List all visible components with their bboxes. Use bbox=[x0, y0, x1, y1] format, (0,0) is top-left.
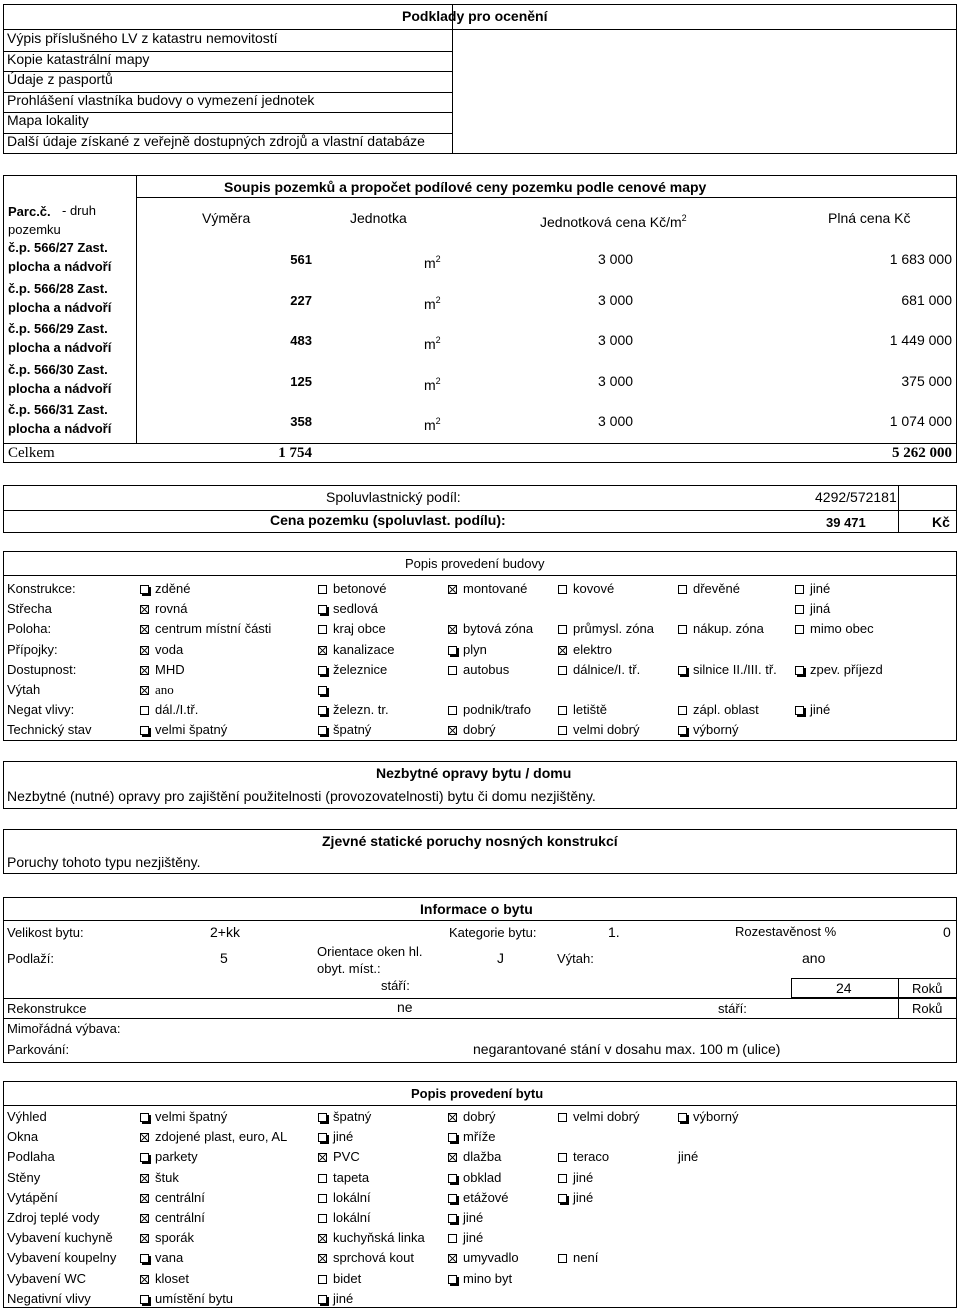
checkbox-label: velmi dobrý bbox=[573, 722, 640, 738]
checkbox-label: kloset bbox=[155, 1270, 189, 1286]
cell bbox=[553, 660, 671, 679]
podklady-item: Prohlášení vlastníka budovy o vymezení jednotek bbox=[7, 91, 315, 108]
podklady-item: Další údaje získané z veřejně dostupných zdrojů a vlastní databáze bbox=[7, 133, 425, 149]
parcel-type: plocha a nádvoří bbox=[8, 259, 112, 274]
row-label: Stěny bbox=[7, 1169, 41, 1185]
unit-value: $m^2$ bbox=[424, 254, 441, 271]
cell bbox=[553, 1269, 671, 1288]
cell bbox=[790, 1289, 957, 1308]
cell bbox=[673, 1289, 791, 1308]
checkbox-label: špatný bbox=[333, 1109, 372, 1124]
cell bbox=[553, 720, 671, 739]
col-parc-2: - druh bbox=[62, 203, 96, 218]
col-parc-3: pozemku bbox=[8, 222, 61, 237]
checkbox-label: jiné bbox=[463, 1210, 484, 1225]
checkbox-label: umístění bytu bbox=[155, 1290, 234, 1306]
parcel-type: plocha a nádvoří bbox=[8, 380, 112, 396]
cell bbox=[315, 1147, 433, 1166]
row-label: Technický stav bbox=[7, 722, 92, 738]
stari-label: stáří: bbox=[381, 978, 410, 993]
cell bbox=[443, 1168, 561, 1187]
kategorie-value: 1. bbox=[608, 924, 620, 940]
cell bbox=[790, 640, 957, 659]
cell bbox=[443, 1228, 561, 1247]
checkbox-label: železn. tr. bbox=[333, 702, 389, 718]
cell bbox=[790, 1248, 957, 1267]
cell bbox=[673, 1107, 791, 1126]
row-label: Vybavení kuchyně bbox=[7, 1230, 113, 1246]
vytah-value: ano bbox=[802, 950, 826, 966]
cell bbox=[443, 1248, 561, 1267]
cell bbox=[315, 680, 433, 699]
checkbox-label: umyvadlo bbox=[463, 1250, 519, 1266]
cell bbox=[673, 640, 791, 659]
full-price: 1 449 000 bbox=[889, 332, 952, 348]
podklady-box bbox=[3, 4, 957, 154]
cell bbox=[136, 579, 254, 598]
unit-value: $m^2$ bbox=[424, 294, 441, 312]
row-label: Přípojky: bbox=[7, 641, 58, 657]
vymera-value: 227 bbox=[290, 292, 312, 308]
cell bbox=[673, 1127, 791, 1146]
checkbox-label: sporák bbox=[155, 1230, 195, 1246]
checkbox-label: teraco bbox=[573, 1149, 610, 1165]
checkbox-label: zpev. příjezd bbox=[810, 661, 883, 677]
cell bbox=[443, 640, 561, 659]
checkbox-label: nákup. zóna bbox=[693, 621, 764, 637]
podklady-item: Mapa lokality bbox=[7, 112, 89, 129]
checkbox-label: velmi špatný bbox=[155, 1109, 228, 1124]
cell bbox=[136, 1228, 254, 1247]
cell bbox=[790, 619, 957, 638]
checkbox-label: kovové bbox=[573, 581, 615, 596]
cell bbox=[443, 1289, 561, 1308]
unit-value: $m^2$ bbox=[424, 335, 441, 352]
cell bbox=[443, 680, 561, 699]
cell bbox=[553, 579, 671, 598]
checkbox-label: jiné bbox=[333, 1290, 354, 1306]
parcel-number: č.p. 566/30 Zast. bbox=[8, 361, 108, 377]
checkbox-label: etážové bbox=[463, 1189, 509, 1205]
checkbox-label: sedlová bbox=[333, 601, 378, 617]
row-label: Zdroj teplé vody bbox=[7, 1210, 100, 1225]
checkbox-label: dál./I.tř. bbox=[155, 702, 199, 718]
checkbox-label: centrální bbox=[155, 1210, 205, 1225]
checkbox-label: parkety bbox=[155, 1149, 198, 1165]
cell bbox=[790, 599, 957, 618]
cell bbox=[553, 619, 671, 638]
checkbox-label: sprchová kout bbox=[333, 1250, 414, 1266]
cell bbox=[553, 1228, 671, 1247]
checkbox-label: silnice II./III. tř. bbox=[693, 661, 777, 677]
cell bbox=[553, 1127, 671, 1146]
checkbox-label: jiné bbox=[810, 581, 831, 596]
rozestavenost-value: 0 bbox=[943, 924, 951, 940]
row-label: Negat vlivy: bbox=[7, 702, 75, 718]
full-price: 1 683 000 bbox=[889, 251, 952, 267]
cell bbox=[315, 1248, 433, 1267]
checkbox-label: průmysl. zóna bbox=[573, 621, 654, 637]
checkbox-label: kuchyňská linka bbox=[333, 1230, 425, 1246]
row-label: Výhled bbox=[7, 1109, 47, 1124]
checkbox-label: voda bbox=[155, 641, 184, 657]
vymera-value: 125 bbox=[290, 373, 312, 389]
cell bbox=[315, 640, 433, 659]
cell bbox=[790, 1208, 957, 1227]
checkbox-label: mimo obec bbox=[810, 621, 874, 637]
checkbox-label: letiště bbox=[573, 702, 607, 718]
unit-value: $m^2$ bbox=[424, 375, 441, 393]
vymera-value: 561 bbox=[290, 252, 312, 267]
orientace-label-1: Orientace oken hl. bbox=[317, 944, 423, 959]
cell bbox=[443, 1147, 561, 1166]
vymera-value: 483 bbox=[290, 333, 312, 348]
checkbox-label: jiné bbox=[573, 1169, 594, 1185]
row-label: Poloha: bbox=[7, 621, 52, 637]
parcel-type: plocha a nádvoří bbox=[8, 421, 112, 436]
cena-pozemku-value: 39 471 bbox=[826, 515, 866, 530]
cell bbox=[553, 1188, 671, 1207]
checkbox-label: elektro bbox=[573, 641, 613, 657]
parcel-number: č.p. 566/27 Zast. bbox=[8, 240, 108, 255]
unit-value: $m^2$ bbox=[424, 416, 441, 433]
cell bbox=[443, 660, 561, 679]
cell bbox=[790, 1168, 957, 1187]
cell bbox=[136, 720, 254, 739]
unit-price: 3 000 bbox=[598, 372, 634, 389]
cell bbox=[136, 1248, 254, 1267]
row-label: Podlaha bbox=[7, 1149, 55, 1165]
checkbox-label: velmi dobrý bbox=[573, 1109, 640, 1124]
checkbox-label: dobrý bbox=[463, 1109, 496, 1124]
checkbox-label: centrální bbox=[155, 1189, 205, 1205]
cell bbox=[315, 1208, 433, 1227]
cell bbox=[553, 1289, 671, 1308]
row-label: Dostupnost: bbox=[7, 661, 77, 677]
cell bbox=[136, 1289, 254, 1308]
row-label: Vytápění bbox=[7, 1189, 58, 1205]
checkbox-label: lokální bbox=[333, 1189, 371, 1205]
row-label: Konstrukce: bbox=[7, 581, 76, 596]
byt-title: Popis provedení bytu bbox=[411, 1086, 544, 1101]
cell bbox=[673, 1188, 791, 1207]
cell bbox=[136, 1168, 254, 1187]
rekonstrukce-label: Rekonstrukce bbox=[7, 1001, 87, 1016]
checkbox-label: dobrý bbox=[463, 722, 496, 738]
kategorie-label: Kategorie bytu: bbox=[449, 925, 537, 940]
parcel-number: č.p. 566/29 Zast. bbox=[8, 321, 108, 336]
cell bbox=[673, 619, 791, 638]
cena-pozemku-label: Cena pozemku (spoluvlast. podílu): bbox=[270, 512, 506, 528]
cell bbox=[136, 700, 254, 719]
checkbox-label: železnice bbox=[333, 661, 388, 677]
checkbox-label: plyn bbox=[463, 641, 487, 657]
cell bbox=[136, 1107, 254, 1126]
checkbox-label: autobus bbox=[463, 661, 510, 677]
checkbox-label: ano bbox=[155, 682, 174, 697]
currency: Kč bbox=[932, 514, 950, 530]
orientace-value: J bbox=[497, 950, 504, 966]
cell bbox=[553, 599, 671, 618]
cell bbox=[673, 1208, 791, 1227]
cell bbox=[790, 579, 957, 598]
cell bbox=[443, 599, 561, 618]
checkbox-label: jiné bbox=[810, 702, 831, 718]
opravy-text: Nezbytné (nutné) opravy pro zajištění použitelnosti (provozovatelnosti) bytu či domu nezjištěny. bbox=[7, 788, 596, 804]
rozestavenost-label: Rozestavěnost % bbox=[735, 924, 837, 939]
cell bbox=[443, 1107, 561, 1126]
checkbox-label: PVC bbox=[333, 1149, 360, 1165]
cell bbox=[315, 720, 433, 739]
orientace-label-2: obyt. míst.: bbox=[317, 961, 381, 976]
unit-price: 3 000 bbox=[598, 332, 634, 348]
col-vymera: Výměra bbox=[202, 210, 251, 226]
cell bbox=[136, 619, 254, 638]
cell bbox=[790, 1269, 957, 1288]
cell bbox=[553, 1208, 671, 1227]
checkbox-label: špatný bbox=[333, 722, 372, 738]
checkbox-label: bidet bbox=[333, 1270, 362, 1286]
parkovani-value: negarantované stání v dosahu max. 100 m (ulice) bbox=[473, 1041, 781, 1057]
cell bbox=[315, 660, 433, 679]
checkbox-label: dálnice/I. tř. bbox=[573, 661, 641, 677]
cell bbox=[790, 1188, 957, 1207]
row-label: Vybavení koupelny bbox=[7, 1250, 117, 1266]
cell bbox=[443, 700, 561, 719]
parkovani-label: Parkování: bbox=[7, 1042, 70, 1057]
roku-label: Roků bbox=[912, 981, 943, 996]
checkbox-label: jiné bbox=[463, 1230, 484, 1246]
row-label: Výtah bbox=[7, 682, 41, 697]
cell bbox=[790, 1228, 957, 1247]
checkbox-label: centrum místní části bbox=[155, 621, 272, 637]
checkbox-label: zděné bbox=[155, 581, 191, 596]
cell bbox=[553, 1107, 671, 1126]
checkbox-label: výborný bbox=[693, 722, 739, 738]
checkbox-label: zdojené plast, euro, AL bbox=[155, 1129, 288, 1145]
cell bbox=[790, 680, 957, 699]
checkbox-label: štuk bbox=[155, 1169, 179, 1185]
poruchy-text: Poruchy tohoto typu nezjištěny. bbox=[7, 854, 201, 870]
celkem-cena: 5 262 000 bbox=[892, 445, 952, 461]
cell bbox=[553, 1147, 671, 1166]
checkbox-label: podnik/trafo bbox=[463, 702, 531, 718]
checkbox-label: betonové bbox=[333, 581, 387, 596]
budova-title: Popis provedení budovy bbox=[405, 556, 545, 571]
podklady-title: Podklady pro ocenění bbox=[402, 8, 548, 24]
parcel-number: č.p. 566/31 Zast. bbox=[8, 402, 108, 417]
cell bbox=[315, 1269, 433, 1288]
checkbox-label: jiné bbox=[678, 1149, 699, 1165]
col-jednotkova-cena: Jednotková cena $Kč/m^2$ bbox=[540, 213, 687, 230]
cell bbox=[553, 1168, 671, 1187]
cell bbox=[315, 1107, 433, 1126]
cell bbox=[315, 599, 433, 618]
cell bbox=[443, 720, 561, 739]
unit-price: 3 000 bbox=[598, 413, 634, 429]
cell bbox=[443, 1127, 561, 1146]
cell bbox=[136, 1188, 254, 1207]
cell bbox=[315, 1289, 433, 1308]
cell bbox=[443, 1188, 561, 1207]
soupis-title: Soupis pozemků a propočet podílové ceny pozemku podle cenové mapy bbox=[224, 179, 707, 195]
checkbox-label: obklad bbox=[463, 1169, 502, 1185]
cell bbox=[790, 660, 957, 679]
stari-value: 24 bbox=[836, 980, 852, 996]
cell bbox=[315, 1188, 433, 1207]
celkem-label: Celkem bbox=[8, 445, 55, 461]
vymera-value: 358 bbox=[290, 414, 312, 429]
mimoradna-label: Mimořádná výbava: bbox=[7, 1021, 121, 1036]
stari2-label: stáří: bbox=[718, 1001, 747, 1016]
cell bbox=[673, 1168, 791, 1187]
cell bbox=[673, 1228, 791, 1247]
checkbox-label: dlažba bbox=[463, 1149, 502, 1165]
checkbox-label: rovná bbox=[155, 601, 188, 617]
cell bbox=[136, 599, 254, 618]
podklady-item: Výpis příslušného LV z katastru nemovitostí bbox=[7, 30, 278, 46]
checkbox-label: mříže bbox=[463, 1129, 496, 1145]
checkbox-label: montované bbox=[463, 581, 528, 596]
cell bbox=[315, 619, 433, 638]
cell bbox=[136, 1208, 254, 1227]
cell bbox=[673, 1269, 791, 1288]
celkem-vymera: 1 754 bbox=[278, 445, 312, 461]
cell bbox=[315, 700, 433, 719]
vytah-label: Výtah: bbox=[557, 951, 594, 966]
checkbox-label: dřevěné bbox=[693, 581, 740, 596]
cell bbox=[673, 700, 791, 719]
cell bbox=[553, 700, 671, 719]
checkbox-label: jiné bbox=[333, 1129, 354, 1145]
cell bbox=[673, 1147, 791, 1166]
full-price: 375 000 bbox=[901, 372, 952, 389]
col-plna-cena: Plná cena Kč bbox=[828, 210, 911, 226]
checkbox-label: velmi špatný bbox=[155, 722, 228, 738]
cell bbox=[673, 680, 791, 699]
podil-value: 4292/572181 bbox=[815, 489, 897, 505]
row-label: Okna bbox=[7, 1129, 39, 1145]
cell bbox=[315, 1228, 433, 1247]
cell bbox=[790, 1147, 957, 1166]
cell bbox=[136, 680, 254, 699]
podklady-item: Údaje z pasportů bbox=[7, 71, 113, 88]
row-label: Střecha bbox=[7, 601, 52, 617]
cell bbox=[136, 640, 254, 659]
checkbox-label: mino byt bbox=[463, 1270, 513, 1286]
checkbox-label: jiná bbox=[810, 601, 831, 617]
cell bbox=[790, 720, 957, 739]
row-label: Negativní vlivy bbox=[7, 1290, 91, 1306]
checkbox-label: kraj obce bbox=[333, 621, 386, 637]
rekonstrukce-value: ne bbox=[397, 999, 413, 1015]
col-parc-1: Parc.č. bbox=[8, 204, 51, 219]
opravy-title: Nezbytné opravy bytu / domu bbox=[376, 765, 572, 781]
cell bbox=[790, 1107, 957, 1126]
poruchy-title: Zjevné statické poruchy nosných konstrukcí bbox=[322, 833, 618, 849]
cell bbox=[790, 1127, 957, 1146]
cell bbox=[553, 1248, 671, 1267]
roku2-label: Roků bbox=[912, 1001, 943, 1016]
checkbox-label: kanalizace bbox=[333, 641, 395, 657]
cell bbox=[443, 1269, 561, 1288]
unit-price: 3 000 bbox=[598, 251, 634, 267]
cell bbox=[790, 700, 957, 719]
cell bbox=[315, 579, 433, 598]
parcel-type: plocha a nádvoří bbox=[8, 340, 112, 355]
podklady-item: Kopie katastrální mapy bbox=[7, 50, 150, 67]
cell bbox=[673, 720, 791, 739]
parcel-number: č.p. 566/28 Zast. bbox=[8, 280, 108, 296]
podlazi-value: 5 bbox=[220, 950, 228, 966]
cell bbox=[443, 619, 561, 638]
row-label: Vybavení WC bbox=[7, 1270, 86, 1286]
podil-label: Spoluvlastnický podíl: bbox=[326, 489, 461, 505]
checkbox-label: není bbox=[573, 1250, 599, 1266]
cell bbox=[443, 1208, 561, 1227]
cell bbox=[136, 1147, 254, 1166]
full-price: 681 000 bbox=[901, 291, 952, 308]
velikost-label: Velikost bytu: bbox=[7, 925, 84, 940]
podlazi-label: Podlaží: bbox=[7, 951, 54, 966]
cell bbox=[315, 1168, 433, 1187]
cell bbox=[136, 1269, 254, 1288]
checkbox-label: bytová zóna bbox=[463, 621, 534, 637]
full-price: 1 074 000 bbox=[889, 413, 952, 429]
cell bbox=[315, 1127, 433, 1146]
cell bbox=[553, 640, 671, 659]
cell bbox=[136, 1127, 254, 1146]
col-jednotka: Jednotka bbox=[350, 210, 407, 226]
info-title: Informace o bytu bbox=[420, 901, 533, 917]
checkbox-label: lokální bbox=[333, 1210, 371, 1225]
cell bbox=[673, 660, 791, 679]
checkbox-label: tapeta bbox=[333, 1169, 370, 1185]
cell bbox=[673, 599, 791, 618]
cell bbox=[673, 1248, 791, 1267]
checkbox-label: zápl. oblast bbox=[693, 702, 759, 718]
unit-price: 3 000 bbox=[598, 291, 634, 308]
checkbox-label: vana bbox=[155, 1250, 184, 1266]
checkbox-label: MHD bbox=[155, 661, 185, 677]
cell bbox=[443, 579, 561, 598]
cell bbox=[553, 680, 671, 699]
parcel-type: plocha a nádvoří bbox=[8, 299, 112, 315]
cell bbox=[136, 660, 254, 679]
cell bbox=[673, 579, 791, 598]
checkbox-label: výborný bbox=[693, 1109, 739, 1124]
checkbox-label: jiné bbox=[573, 1189, 594, 1205]
velikost-value: 2+kk bbox=[210, 924, 240, 940]
